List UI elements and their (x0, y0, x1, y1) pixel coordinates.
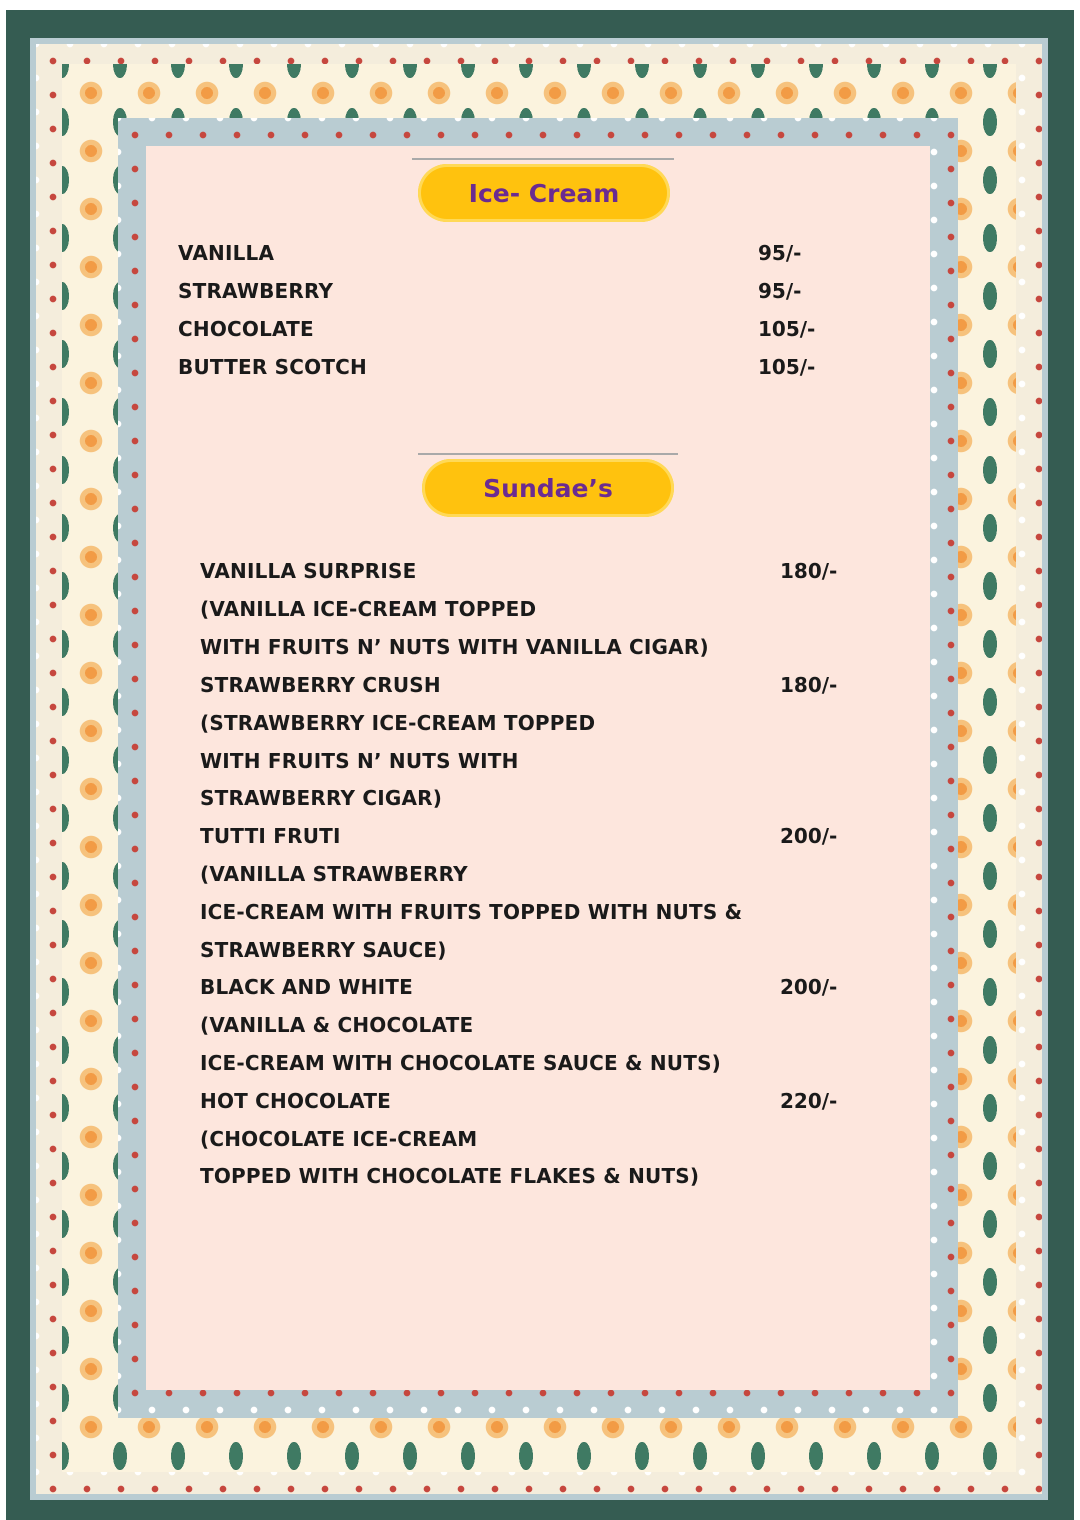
sundae-item-description: STRAWBERRY SAUCE) (200, 938, 447, 962)
sundae-item-description: ICE-CREAM WITH FRUITS TOPPED WITH NUTS & (200, 900, 743, 924)
sundae-item-price: 220/- (780, 1089, 838, 1113)
sundae-item-description: (VANILLA ICE-CREAM TOPPED (200, 597, 537, 621)
sundae-item-name: VANILLA SURPRISE (200, 559, 417, 583)
ice-cream-heading-rule (412, 158, 674, 160)
sundae-item-description: WITH FRUITS N’ NUTS WITH (200, 749, 519, 773)
menu-item-price: 95/- (758, 279, 802, 303)
sundae-item-description: STRAWBERRY CIGAR) (200, 786, 443, 810)
ice-cream-heading: Ice- Cream (418, 164, 670, 222)
menu-item-price: 105/- (758, 355, 816, 379)
menu-item-price: 95/- (758, 241, 802, 265)
menu-item-name: VANILLA (178, 241, 275, 265)
menu-item-name: CHOCOLATE (178, 317, 314, 341)
sundae-item-description: (VANILLA STRAWBERRY (200, 862, 468, 886)
sundae-item-price: 180/- (780, 673, 838, 697)
sundae-item-description: TOPPED WITH CHOCOLATE FLAKES & NUTS) (200, 1164, 700, 1188)
sundae-item-description: (STRAWBERRY ICE-CREAM TOPPED (200, 711, 596, 735)
sundae-item-price: 200/- (780, 975, 838, 999)
sundae-item-name: STRAWBERRY CRUSH (200, 673, 441, 697)
sundae-item-description: (VANILLA & CHOCOLATE (200, 1013, 474, 1037)
sundae-item-description: ICE-CREAM WITH CHOCOLATE SAUCE & NUTS) (200, 1051, 722, 1075)
sundae-item-description: WITH FRUITS N’ NUTS WITH VANILLA CIGAR) (200, 635, 709, 659)
sundae-item-price: 200/- (780, 824, 838, 848)
menu-item-price: 105/- (758, 317, 816, 341)
menu-item-name: STRAWBERRY (178, 279, 334, 303)
sundae-heading: Sundae’s (422, 459, 674, 517)
sundae-item-name: TUTTI FRUTI (200, 824, 341, 848)
sundae-item-description: (CHOCOLATE ICE-CREAM (200, 1127, 478, 1151)
sundae-item-price: 180/- (780, 559, 838, 583)
menu-item-name: BUTTER SCOTCH (178, 355, 367, 379)
sundae-heading-rule (418, 453, 678, 455)
sundae-item-name: HOT CHOCOLATE (200, 1089, 392, 1113)
sundae-item-name: BLACK AND WHITE (200, 975, 413, 999)
